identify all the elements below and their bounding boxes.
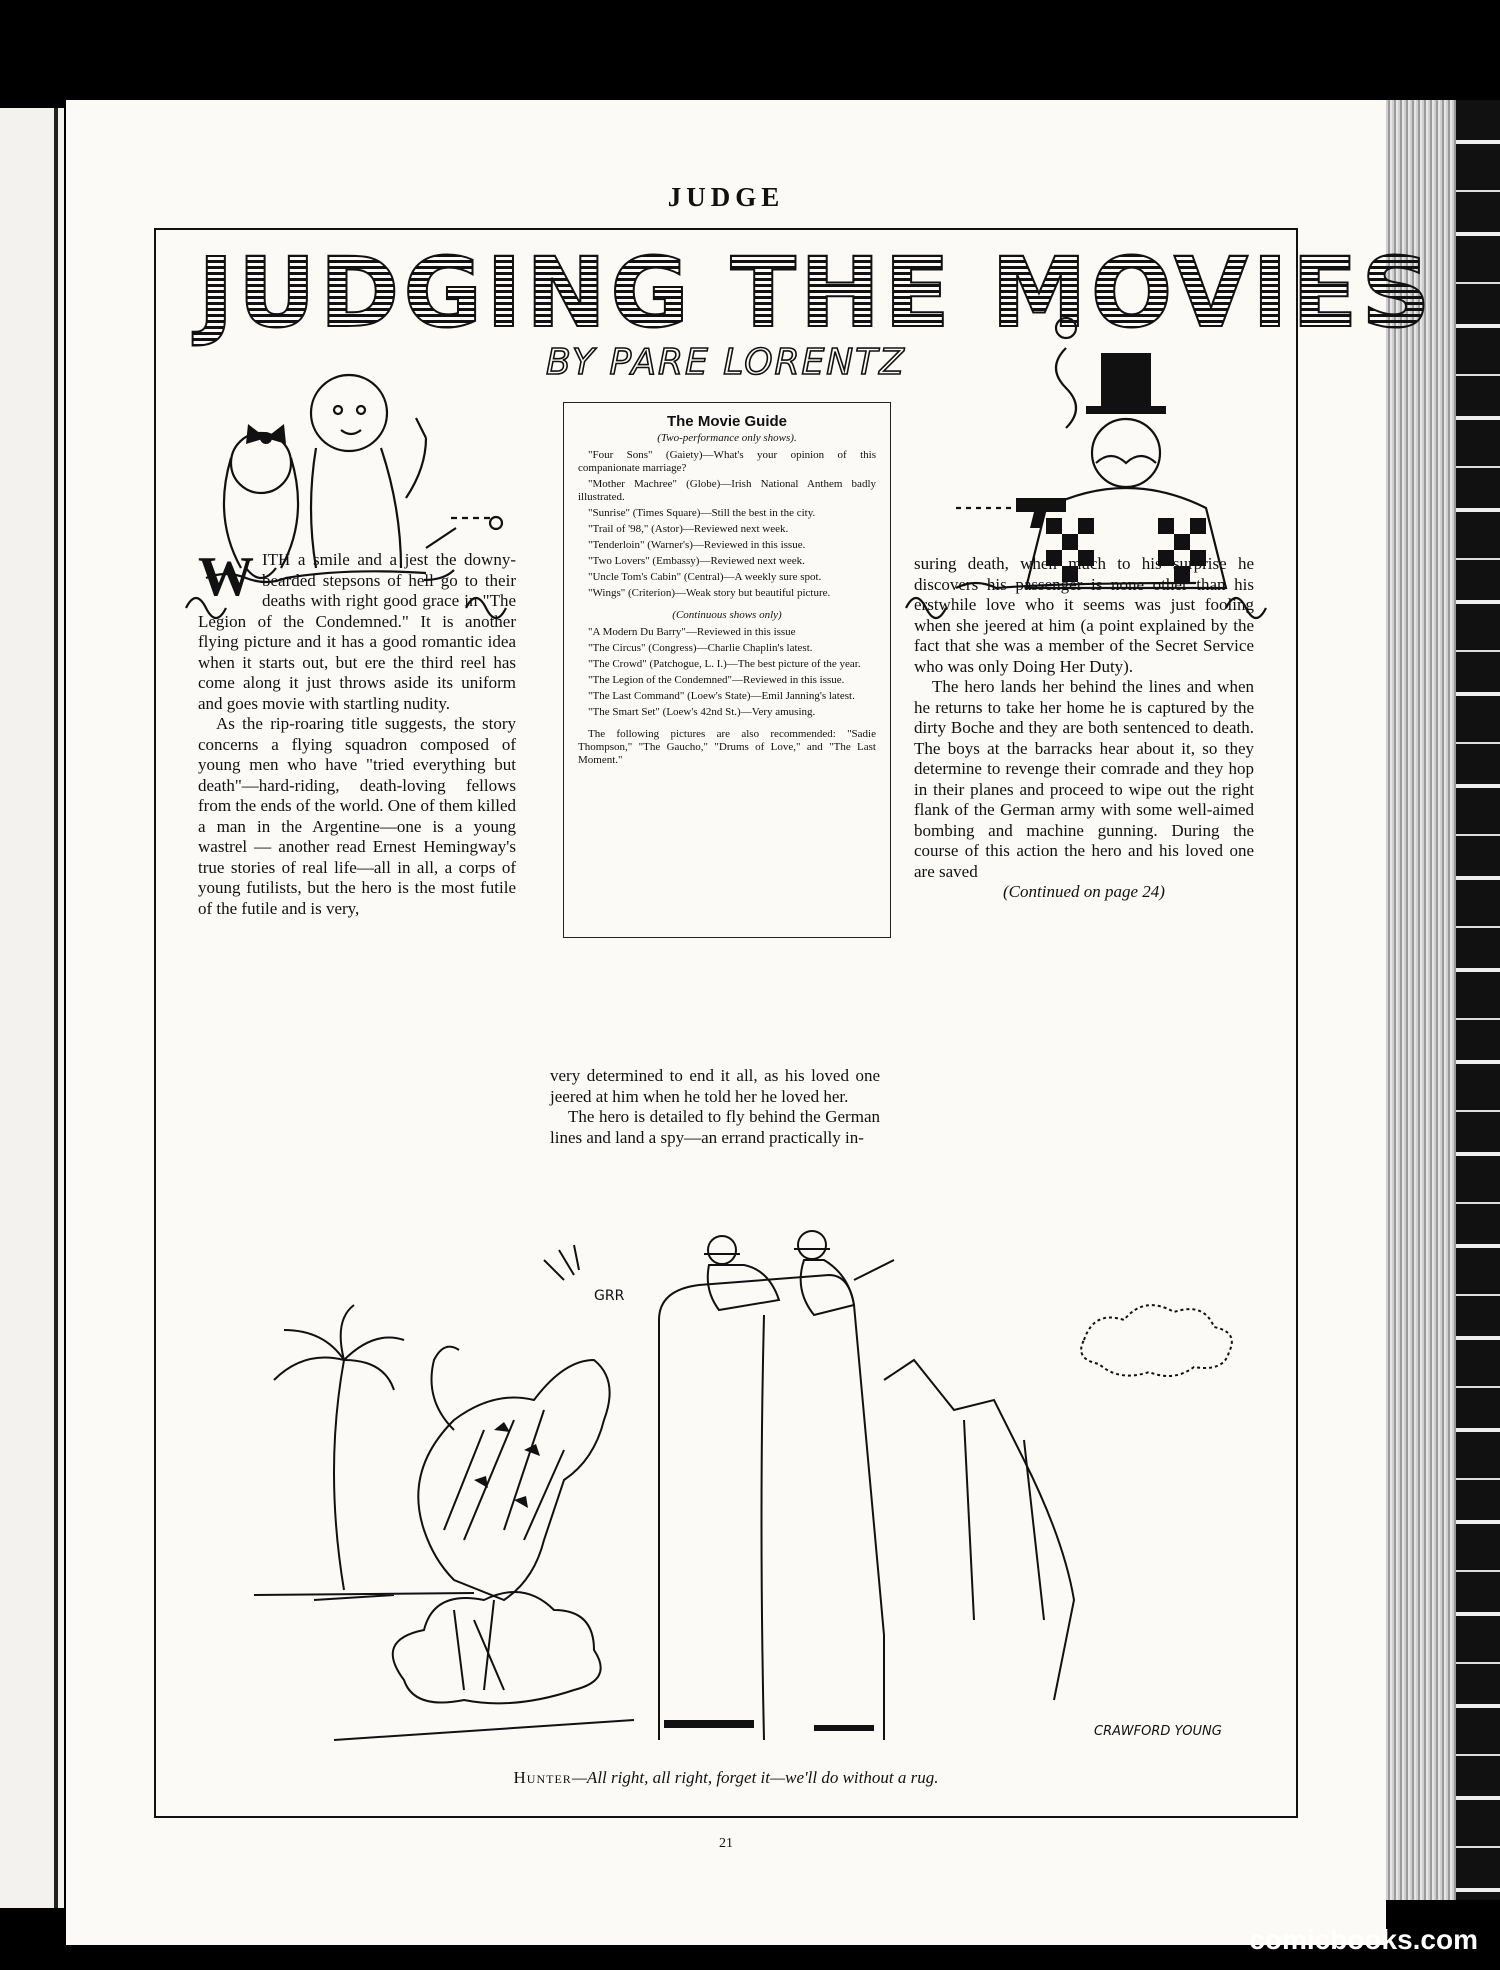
guide-item: "A Modern Du Barry"—Reviewed in this issue	[588, 626, 796, 638]
drop-cap: W	[198, 546, 254, 608]
guide-item: "The Crowd" (Patchogue, L. I.)—The best picture of the year.	[588, 658, 861, 670]
guide-item: "Two Lovers" (Embassy)—Reviewed next week.	[588, 555, 805, 567]
book-spine-strip	[1456, 100, 1500, 1900]
guide-item: "Trail of '98," (Astor)—Reviewed next week.	[588, 523, 789, 535]
hunter-tiger-cartoon	[164, 1220, 1294, 1780]
guide-item: "Sunrise" (Times Square)—Still the best in the city.	[588, 507, 816, 519]
article-paragraph: WITH a smile and a jest the downy-bearded stepsons of hell go to their deaths with right good grace in "The Legion of the Condemned." It is another flying picture and it has a good romantic idea when it starts out, but ere the third reel has come along it just throws aside its uniform and goes movie with startling nudity.	[198, 546, 516, 713]
guide-item: "Mother Machree" (Globe)—Irish National Anthem badly illustrated.	[578, 478, 876, 503]
article-column-1	[198, 546, 516, 919]
guide-item: "The Smart Set" (Loew's 42nd St.)—Very amusing.	[588, 706, 816, 718]
left-facing-page	[0, 108, 64, 1908]
byline-lettering	[536, 332, 906, 392]
book-page-edges	[1386, 100, 1456, 1900]
guide-item: "Tenderloin" (Warner's)—Reviewed in this issue.	[588, 539, 806, 551]
article-paragraph: suring death, when much to his surprise he discovers his passenger is none other than his erstwhile love who it seems was just fooling when she jeered at him (a point explained by the fact that she was a member of the Secret Service who was only Doing Her Duty).	[914, 554, 1254, 676]
masthead: JUDGE	[667, 182, 785, 212]
article-paragraph: As the rip-roaring title suggests, the story concerns a flying squadron composed of young men who have "tried everything but death"—hard-riding, death-loving fellows from the ends of the world. One of them killed a man in the Argentine—one is a young wastrel — another read Ernest Hemingway's true stories of real life—all in all, a corps of young futilists, but the hero is the most futile of the futile and is very,	[198, 714, 516, 918]
article-column-2	[550, 1066, 880, 1148]
caption-text: —All right, all right, forget it—we'll do without a rug.	[571, 1768, 939, 1787]
cartoon-sound-word: GRR	[594, 1288, 625, 1304]
article-paragraph: The hero lands her behind the lines and when he returns to take her home he is captured by the dirty Boche and they are both sentenced to death. The boys at the barracks hear about it, so they determine to revenge their comrade and they hop in their planes and proceed to wipe out the right flank of the German army with some well-aimed bombing and machine gunning. During the course of this action the hero and his loved one are saved	[914, 677, 1254, 881]
guide-item: "The Circus" (Congress)—Charlie Chaplin's latest.	[588, 642, 813, 654]
guide-item: "The Legion of the Condemned"—Reviewed in this issue.	[588, 674, 845, 686]
watermark: comicbooks.com	[1249, 1924, 1478, 1955]
guide-item: "Wings" (Criterion)—Weak story but beautiful picture.	[588, 587, 831, 599]
continued-note: (Continued on page 24)	[1003, 882, 1165, 901]
cartoon-caption	[66, 1768, 1386, 1788]
guide-item: "Four Sons" (Gaiety)—What's your opinion of this companionate marriage?	[578, 449, 876, 474]
title-text: JUDGING THE MOVIES	[198, 237, 1435, 349]
article-column-3	[914, 554, 1254, 903]
guide-item: "The Last Command" (Loew's State)—Emil Janning's latest.	[588, 690, 855, 702]
byline-text: BY PARE LORENTZ	[546, 342, 906, 383]
guide-subtitle-two-performance: (Two-performance only shows).	[657, 432, 797, 444]
caption-speaker: Hunter	[513, 1768, 572, 1787]
article-paragraph: The hero is detailed to fly behind the German lines and land a spy—an errand practically in-	[550, 1107, 880, 1147]
guide-title: The Movie Guide	[666, 413, 787, 430]
guide-subtitle-continuous: (Continuous shows only)	[672, 609, 782, 621]
guide-item: "Uncle Tom's Cabin" (Central)—A weekly sure spot.	[588, 571, 822, 583]
page-number: 21	[719, 1836, 733, 1851]
movie-guide-box	[563, 402, 891, 938]
article-paragraph: very determined to end it all, as his loved one jeered at him when he told her he loved her.	[550, 1066, 880, 1106]
guide-recommended: The following pictures are also recommended: "Sadie Thompson," "The Gaucho," "Drums of Love," and "The Last Moment."	[578, 728, 876, 766]
artist-signature: CRAWFORD YOUNG	[1094, 1724, 1222, 1739]
